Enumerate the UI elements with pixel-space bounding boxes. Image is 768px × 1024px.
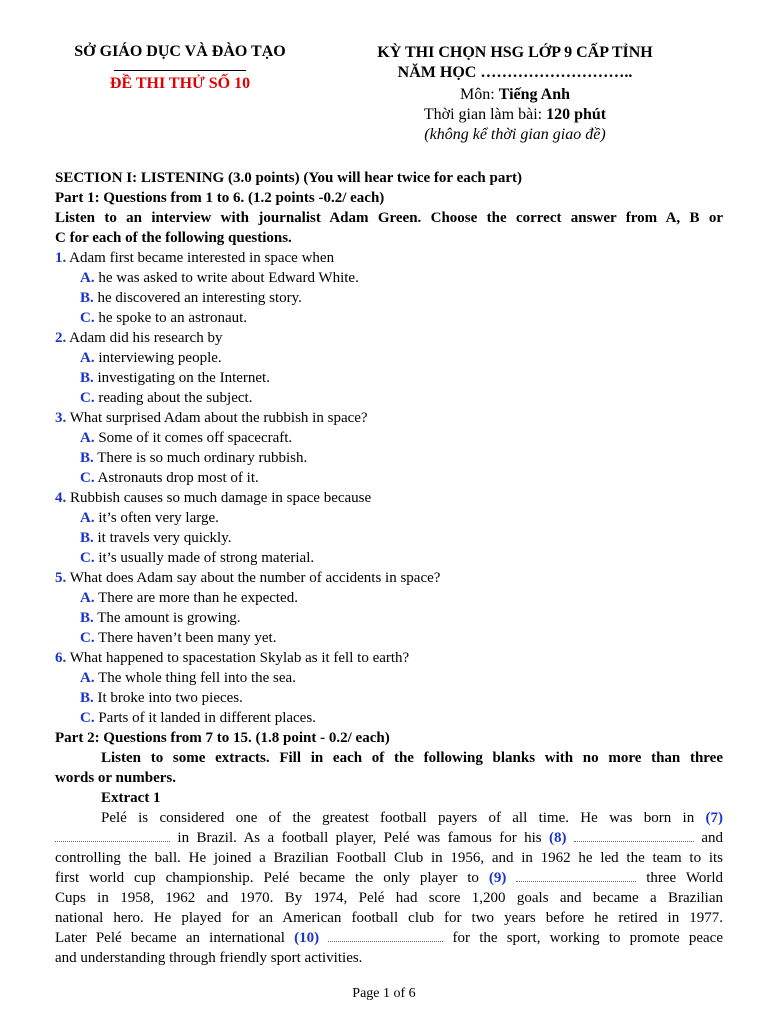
- option-text: he spoke to an astronaut.: [94, 310, 248, 326]
- part2-title: Part 2: Questions from 7 to 15. (1.8 point - 0.2/ each): [55, 730, 390, 746]
- answer-option[interactable]: [55, 608, 723, 628]
- option-letter: A.: [80, 270, 95, 286]
- exam-title: KỲ THI CHỌN HSG LỚP 9 CẤP TỈNH: [377, 44, 653, 61]
- passage-text: first world cup championship. Pelé became the only player to: [55, 870, 489, 886]
- part2-instruction: Listen to some extracts. Fill in each of the following blanks with no more than three: [101, 750, 723, 766]
- question-text: Adam first became interested in space when: [66, 250, 335, 266]
- answer-option[interactable]: [55, 528, 723, 548]
- option-letter: C.: [80, 390, 95, 406]
- page-footer: Page 1 of 6: [352, 986, 416, 1001]
- answer-blank-7[interactable]: [55, 831, 170, 842]
- passage-line: national hero. He played for an American football club for two years before he retired in 1977.: [55, 910, 723, 926]
- question-stem: [55, 408, 723, 428]
- passage-text: for the sport, working to promote peace: [443, 930, 723, 946]
- time-label: Thời gian làm bài:: [423, 106, 547, 123]
- option-text: it’s usually made of strong material.: [94, 550, 315, 566]
- option-text: It broke into two pieces.: [93, 690, 243, 706]
- answer-option[interactable]: [55, 288, 723, 308]
- option-letter: B.: [80, 450, 94, 466]
- question-stem: [55, 648, 723, 668]
- part1-instruction-cont: C for each of the following questions.: [55, 230, 292, 246]
- question-stem: [55, 488, 723, 508]
- subject-line: [340, 85, 690, 105]
- answer-option[interactable]: [55, 448, 723, 468]
- answer-option[interactable]: [55, 388, 723, 408]
- option-letter: B.: [80, 690, 94, 706]
- blank-number-10: (10): [294, 930, 320, 946]
- answer-option[interactable]: [55, 508, 723, 528]
- part2-instruction-cont: words or numbers.: [55, 770, 176, 786]
- option-letter: A.: [80, 670, 95, 686]
- question-text: What does Adam say about the number of accidents in space?: [66, 570, 441, 586]
- option-letter: B.: [80, 610, 94, 626]
- option-text: he discovered an interesting story.: [93, 290, 302, 306]
- passage-text: Later Pelé became an international: [55, 930, 295, 946]
- answer-blank-9[interactable]: [516, 871, 636, 882]
- option-text: interviewing people.: [94, 350, 222, 366]
- option-letter: C.: [80, 550, 95, 566]
- part1-instruction: Listen to an interview with journalist Adam Green. Choose the correct answer from A, B or: [55, 210, 723, 226]
- answer-blank-10[interactable]: [328, 931, 443, 942]
- passage-line: [55, 808, 723, 828]
- subject-value: Tiếng Anh: [498, 86, 570, 103]
- school-year: NĂM HỌC ………………………..: [397, 64, 633, 81]
- passage-line: [55, 928, 723, 948]
- option-text: reading about the subject.: [94, 390, 253, 406]
- question-number: 3.: [55, 410, 67, 426]
- answer-option[interactable]: [55, 348, 723, 368]
- passage-text: Pelé is considered one of the greatest football payers of all time. He was born in: [101, 810, 706, 826]
- option-letter: A.: [80, 510, 95, 526]
- option-text: Parts of it landed in different places.: [94, 710, 316, 726]
- part1-title: Part 1: Questions from 1 to 6. (1.2 points -0.2/ each): [55, 190, 385, 206]
- question-text: What happened to spacestation Skylab as it fell to earth?: [66, 650, 410, 666]
- question-number: 5.: [55, 570, 67, 586]
- question-stem: [55, 248, 723, 268]
- blank-number-7: (7): [705, 810, 723, 826]
- question-number: 2.: [55, 330, 67, 346]
- question-text: What surprised Adam about the rubbish in space?: [66, 410, 368, 426]
- option-text: Some of it comes off spacecraft.: [94, 430, 293, 446]
- option-letter: A.: [80, 430, 95, 446]
- option-letter: C.: [80, 470, 95, 486]
- question-number: 4.: [55, 490, 67, 506]
- option-letter: C.: [80, 710, 95, 726]
- subject-label: Môn:: [460, 86, 499, 103]
- question-text: Rubbish causes so much damage in space because: [66, 490, 372, 506]
- blank-number-9: (9): [488, 870, 507, 886]
- passage-text: three World: [636, 870, 723, 886]
- answer-option[interactable]: [55, 668, 723, 688]
- option-text: it’s often very large.: [94, 510, 219, 526]
- answer-option[interactable]: [55, 368, 723, 388]
- mock-exam-label: ĐỀ THI THỬ SỐ 10: [109, 75, 251, 92]
- option-text: There is so much ordinary rubbish.: [93, 450, 308, 466]
- question-text: Adam did his research by: [66, 330, 223, 346]
- passage-line: Cups in 1958, 1962 and 1970. By 1974, Pelé had score 1,200 goals and became a Brazilian: [55, 890, 723, 906]
- header-left: [60, 43, 300, 93]
- header-divider: [114, 70, 246, 71]
- question-number: 1.: [55, 250, 67, 266]
- passage-text: and: [693, 830, 724, 846]
- option-letter: B.: [80, 290, 94, 306]
- answer-option[interactable]: [55, 548, 723, 568]
- answer-option[interactable]: [55, 688, 723, 708]
- time-value: 120 phút: [546, 106, 607, 123]
- answer-blank-8[interactable]: [574, 831, 694, 842]
- answer-option[interactable]: [55, 308, 723, 328]
- option-letter: A.: [80, 590, 95, 606]
- answer-option[interactable]: [55, 628, 723, 648]
- option-text: he was asked to write about Edward White.: [94, 270, 359, 286]
- option-text: it travels very quickly.: [93, 530, 232, 546]
- answer-option[interactable]: [55, 468, 723, 488]
- passage-line: [55, 828, 723, 848]
- option-text: There haven’t been many yet.: [94, 630, 277, 646]
- option-text: Astronauts drop most of it.: [94, 470, 259, 486]
- option-text: There are more than he expected.: [94, 590, 298, 606]
- blank-number-8: (8): [549, 830, 567, 846]
- question-stem: [55, 568, 723, 588]
- exam-content: [55, 168, 723, 968]
- time-line: [340, 105, 690, 125]
- answer-option[interactable]: [55, 708, 723, 728]
- time-note: (không kể thời gian giao đề): [424, 126, 606, 143]
- option-letter: B.: [80, 530, 94, 546]
- section-title: SECTION I: LISTENING (3.0 points) (You will hear twice for each part): [55, 170, 522, 186]
- passage-line: [55, 868, 723, 888]
- option-letter: C.: [80, 310, 95, 326]
- passage-line: and understanding through friendly sport activities.: [55, 950, 363, 966]
- header-right: [340, 43, 690, 145]
- answer-option[interactable]: [55, 588, 723, 608]
- answer-option[interactable]: [55, 268, 723, 288]
- option-letter: A.: [80, 350, 95, 366]
- option-letter: B.: [80, 370, 94, 386]
- answer-option[interactable]: [55, 428, 723, 448]
- question-number: 6.: [55, 650, 67, 666]
- question-stem: [55, 328, 723, 348]
- option-text: investigating on the Internet.: [93, 370, 270, 386]
- passage-line: controlling the ball. He joined a Brazilian Football Club in 1956, and in 1962 he led the team to its: [55, 850, 723, 866]
- passage-text: in Brazil. As a football player, Pelé was famous for his: [170, 830, 550, 846]
- department-name: SỞ GIÁO DỤC VÀ ĐÀO TẠO: [74, 43, 286, 60]
- question-list: [55, 248, 723, 728]
- option-text: The amount is growing.: [93, 610, 241, 626]
- option-text: The whole thing fell into the sea.: [94, 670, 296, 686]
- option-letter: C.: [80, 630, 95, 646]
- extract-label: Extract 1: [101, 790, 161, 806]
